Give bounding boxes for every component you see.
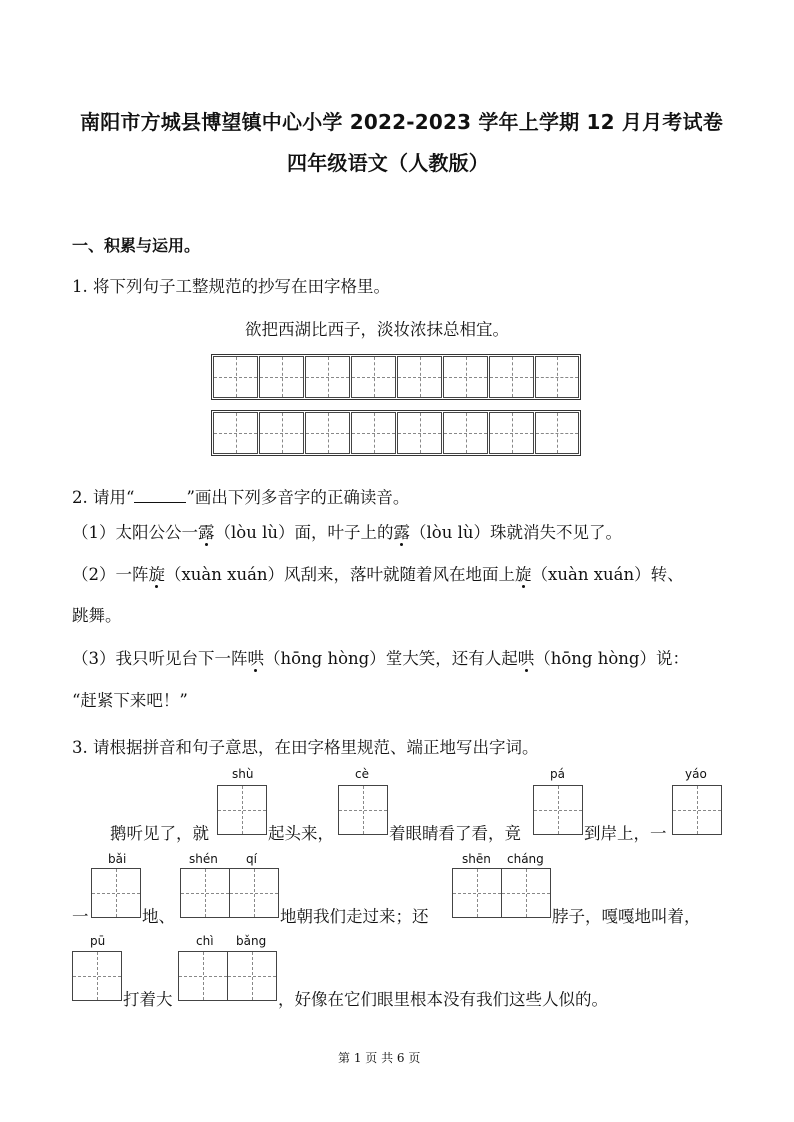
polyphone-char: 露 [393, 523, 410, 542]
tianzige-cell[interactable] [305, 412, 350, 454]
q3-line2-text-2: 地、 [142, 907, 175, 926]
q3-line3-text-1: 打着大 [123, 990, 173, 1009]
q2-item-2 [72, 561, 684, 585]
q2-item-1-options[interactable]: （lòu lù）珠就消失不见了。 [410, 523, 622, 542]
q2-item-3-text: （3）我只听见台下一阵 [72, 649, 248, 668]
tianzige-cell[interactable] [489, 356, 534, 398]
q2-item-2-continued: 跳舞。 [72, 606, 122, 625]
tianzige-cell[interactable] [535, 356, 579, 398]
answer-cell-pa[interactable] [533, 785, 583, 835]
tianzige-cell[interactable] [443, 412, 488, 454]
section-heading: 一、积累与运用。 [72, 236, 201, 255]
q2-item-3-continued: “赶紧下来吧！” [72, 691, 188, 710]
answer-cell-qi[interactable] [229, 868, 279, 918]
pinyin-bai: bǎi [108, 852, 127, 866]
page-footer: 第 1 页 共 6 页 [338, 1051, 421, 1065]
tianzige-cell[interactable] [397, 356, 442, 398]
pinyin-bang: bǎng [236, 934, 267, 948]
underline-sample [134, 490, 186, 503]
tianzige-cell[interactable] [535, 412, 579, 454]
answer-cell-bai[interactable] [91, 868, 141, 918]
tianzige-cell[interactable] [351, 412, 396, 454]
q2-item-3 [72, 645, 689, 669]
polyphone-char: 露 [198, 523, 215, 542]
q3-line1-text-2: 起头来， [268, 824, 334, 843]
q3-line1-text-1: 鹅听见了，就 [110, 824, 209, 843]
q2-item-2-options[interactable]: （xuàn xuán）转、 [531, 565, 684, 584]
answer-cell-shu[interactable] [217, 785, 267, 835]
pinyin-pa: pá [550, 767, 565, 781]
pinyin-chi: chì [196, 934, 214, 948]
q1-label: 1. 将下列句子工整规范的抄写在田字格里。 [72, 277, 390, 296]
answer-cell-shen2[interactable] [452, 868, 502, 918]
tianzige-cell[interactable] [489, 412, 534, 454]
exam-subtitle: 四年级语文（人教版） [287, 151, 489, 175]
q3-line3-text-2: ，好像在它们眼里根本没有我们这些人似的。 [278, 990, 608, 1009]
exam-title: 南阳市方城县博望镇中心小学 2022-2023 学年上学期 12 月月考试卷 [80, 110, 723, 134]
answer-cell-pu[interactable] [72, 951, 122, 1001]
pinyin-shen2: shēn [462, 852, 491, 866]
answer-cell-ce[interactable] [338, 785, 388, 835]
answer-cell-shen[interactable] [180, 868, 230, 918]
answer-cell-chang[interactable] [501, 868, 551, 918]
pinyin-shu: shù [232, 767, 254, 781]
q2-item-2-options[interactable]: （xuàn xuán）风刮来，落叶就随着风在地面上 [165, 565, 516, 584]
q2-item-1-options[interactable]: （lòu lù）面，叶子上的 [214, 523, 394, 542]
answer-cell-bang[interactable] [227, 951, 277, 1001]
polyphone-char: 哄 [247, 649, 264, 668]
pinyin-qi: qí [246, 852, 257, 866]
q3-line2-text-3: 地朝我们走过来；还 [280, 907, 429, 926]
q2-item-2-text: （2）一阵 [72, 565, 149, 584]
q2-label-suffix: ”画出下列多音字的正确读音。 [186, 488, 410, 507]
q1-sentence: 欲把西湖比西子，淡妆浓抹总相宜。 [245, 320, 509, 339]
q2-item-1-text: （1）太阳公公一 [72, 523, 198, 542]
tianzige-cell[interactable] [397, 412, 442, 454]
tianzige-cell[interactable] [351, 356, 396, 398]
pinyin-shen: shén [189, 852, 218, 866]
answer-cell-chi[interactable] [178, 951, 228, 1001]
tianzige-cell[interactable] [443, 356, 488, 398]
q2-item-3-options[interactable]: （hōng hòng）堂大笑，还有人起 [264, 649, 518, 668]
pinyin-chang: cháng [507, 852, 544, 866]
polyphone-char: 旋 [148, 565, 165, 584]
pinyin-yao: yáo [685, 767, 707, 781]
tianzige-cell[interactable] [259, 356, 304, 398]
q3-label: 3. 请根据拼音和句子意思，在田字格里规范、端正地写出字词。 [72, 738, 539, 757]
q3-line1-text-3: 着眼睛看了看，竟 [389, 824, 521, 843]
q2-label [72, 484, 409, 508]
tianzige-cell[interactable] [213, 412, 258, 454]
pinyin-ce: cè [355, 767, 369, 781]
q3-line2-text-1: 一 [72, 907, 89, 926]
polyphone-char: 旋 [515, 565, 532, 584]
q3-line1-text-4: 到岸上，一 [584, 824, 667, 843]
q2-item-3-options[interactable]: （hōng hòng）说： [534, 649, 689, 668]
q2-item-1 [72, 519, 622, 543]
tianzige-cell[interactable] [305, 356, 350, 398]
tianzige-cell[interactable] [213, 356, 258, 398]
answer-cell-yao[interactable] [672, 785, 722, 835]
q3-line2-text-4: 脖子，嘎嘎地叫着， [552, 907, 701, 926]
polyphone-char: 哄 [517, 649, 535, 668]
q2-label-prefix: 2. 请用“ [72, 488, 135, 507]
pinyin-pu: pū [90, 934, 106, 948]
tianzige-cell[interactable] [259, 412, 304, 454]
